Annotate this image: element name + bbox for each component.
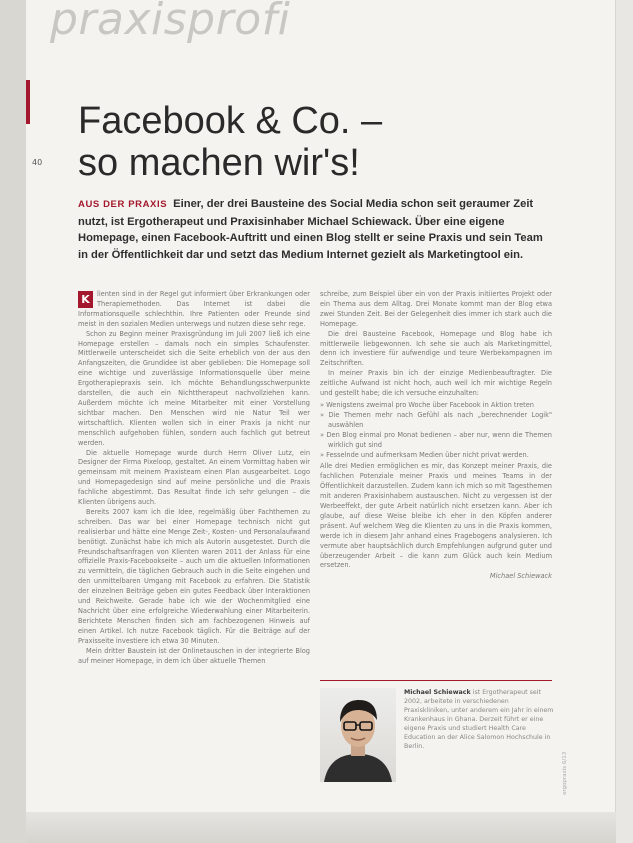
vertical-margin-text: [560, 700, 616, 800]
paragraph: schreibe, zum Beispiel über ein von der Praxis initiiertes Projekt oder ein Thema aus dem Alltag. Drei Monate kommt man der Blog etwa zwei Stunden Zeit. Bei der Gelegenheit dies immer ich stark auch die Homepage.: [320, 290, 552, 328]
paragraph: In meiner Praxis bin ich der einzige Medienbeauftragter. Die zeitliche Aufwand ist nicht hoch, auch weil ich mir wichtige Regeln und gestellt habe; die ich versuche einzuhalten:: [320, 369, 552, 398]
body-column-right: [320, 290, 552, 582]
portrait-image: [320, 688, 396, 782]
page-number: 40: [32, 158, 43, 167]
paragraph: Bereits 2007 kam ich die Idee, regelmäßig über Fachthemen zu schreiben. Das war bei einer Homepage technisch nicht gut realisierbar und hätte eine Menge Zeit-, Kosten- und Personalaufwand benötigt. Zunächst habe ich mich als Autorin ausgetestet. Durch die Freundschaftsanfragen von Klienten waren 2011 der Anlass für eine offizielle Praxis-Facebookseite – auch um die aktuellen Informationen zu vermitteln, die täglichen Gebrauch auch in die Seite eingehen und den unmittelbaren Umgang mit Facebook zu erfahren. Die Statistik der einzelnen Beiträge geben ein gutes Feedback über Interaktionen und Reichweite. Gerade habe ich wie der Wochenmitglied eine Nachricht über eine erfolgreiche Wiederwahlung einer Mitarbeiterin. Berichtete Menschen finden sich am fachbezogenen Hinweis auf einen Artikel. Ich nutze Facebook täglich. Für die Beiträge auf der Praxisseite investiere ich etwa 30 Minuten.: [78, 507, 310, 645]
author-photo: [320, 688, 396, 782]
list-item: » Fesselnde und aufmerksam Medien über nicht privat werden.: [320, 451, 552, 461]
accent-bar: [26, 80, 30, 124]
vertical-caption: ergopraxis 6/13: [562, 751, 568, 795]
list-item: » Den Blog einmal pro Monat bedienen – aber nur, wenn die Themen wirklich gut sind: [320, 431, 552, 451]
author-signature: Michael Schiewack: [489, 572, 552, 581]
rules-list: [320, 401, 552, 460]
author-bio: [404, 688, 554, 751]
body-column-left: [78, 290, 310, 666]
paragraph: Mein dritter Baustein ist der Onlinetauschen in der integrierte Blog auf meiner Homepage, in dem ich über aktuelle Themen: [78, 646, 310, 665]
paragraph: Alle drei Medien ermöglichen es mir, das Konzept meiner Praxis, die fachlichen Potenziale meiner Praxis und meines Teams in der Öffentlichkeit darzustellen. Zudem kann ich mich so mit Tagesthemen mit anderen Praxisinhabern austauschen. Nicht zu vergessen ist der Werbeeffekt, der gute Arbeit natürlich nicht ersetzen kann. Aber ich glaube, auf diese Weise bleibe ich eher in den Köpfen anderer präsent. Auf welchem Weg die Klienten zu uns in die Praxis kommen, werde ich in diesem Jahr anhand eines Fragebogens analysieren. Ich vermute aber hauptsächlich durch Empfehlungen aufgrund guter und überzeugender Arbeit – die kann zum Glück auch kein Medium ersetzen.: [320, 462, 552, 570]
paragraph: Die drei Bausteine Facebook, Homepage und Blog habe ich mittlerweile liebgewonnen. Ich sehe sie auch als Marketingmittel, denn ich investiere für aufwendige und teure Werbekampagnen im Zeitschriften.: [320, 329, 552, 368]
paragraph: K lienten sind in der Regel gut informiert über Erkrankungen oder Therapiemethoden. Das Internet ist dabei die Informationsquelle schlechthin. Ihre Patienten oder Freunde sind meist in den sozialen Medien unterwegs und nutzen diese sehr rege.: [78, 290, 310, 328]
paragraph: Die aktuelle Homepage wurde durch Herrn Oliver Lutz, ein Designer der Firma Pixeloop, gestaltet. An einem Vormittag haben wir gemeinsam mit meinem Praxisteam einen Plan ausgearbeitet. Logo und Homepagedesign sind auf meine persönliche und die Praxis fachliche abgestimmt. Das Resultat finde ich sehr gelungen – die Klienten übrigens auch.: [78, 448, 310, 507]
drop-cap: K: [78, 291, 93, 308]
rubric-label: AUS DER PRAXIS: [78, 199, 168, 210]
page-bottom-edge: [26, 812, 616, 843]
headline-line-1: Facebook & Co. –: [78, 100, 383, 142]
section-kicker: praxisprofi: [50, 0, 291, 45]
list-item: » Wenigstens zweimal pro Woche über Facebook in Aktion treten: [320, 401, 552, 411]
author-bio-text: ist Ergotherapeut seit 2002, arbeitete in verschiedenen Praxiskliniken, unter anderem ein Jahr in einem Krankenhaus in Ghana. Derzeit führt er eine eigene Praxis und studiert Health Care Education an der Alice Salomon Hochschule in Berlin.: [404, 689, 554, 750]
author-name: Michael Schiewack: [404, 689, 471, 696]
article-headline: [78, 100, 458, 184]
article-lead: [78, 196, 548, 263]
paragraph: Schon zu Beginn meiner Praxisgründung im Juli 2007 ließ ich eine Homepage erstellen – damals noch ein simples Schaufenster. Mittlerweile unterscheidet sich die Seite erheblich von der aus den Anfangszeiten, die Grundidee ist aber geblieben: Die Homepage soll eine wichtige und zuverlässige Informationsquelle über meine Ergotherapiepraxis sein. Ich möchte Behandlungsschwerpunkte darstellen, die auch ein Nichttherapeut nachvollziehen kann. Außerdem möchte ich meine Mitarbeiter mit einer Vorstellung sichtbar machen. Den Menschen wird nie Natur Teil wer wirtschaftlich. Klienten wollen sich in einer Praxis ja nicht nur menschlich aufgehoben fühlen, sondern auch fachlich gut betreut werden.: [78, 329, 310, 447]
list-item: » Die Themen mehr nach Gefühl als nach „berechnender Logik" auswählen: [320, 411, 552, 431]
headline-line-2: so machen wir's!: [78, 142, 360, 184]
page-gutter: [0, 0, 26, 843]
lead-text: Einer, der drei Bausteine des Social Media schon seit geraumer Zeit nutzt, ist Ergotherapeut und Praxisinhaber Michael Schiewack. Über eine eigene Homepage, einen Facebook-Auftritt und einen Blog stellt er seine Praxis und sein Team in der Öffentlichkeit dar und setzt das Medium Internet gezielt als Marketingtool ein.: [78, 198, 543, 261]
author-box-divider: [320, 680, 552, 681]
